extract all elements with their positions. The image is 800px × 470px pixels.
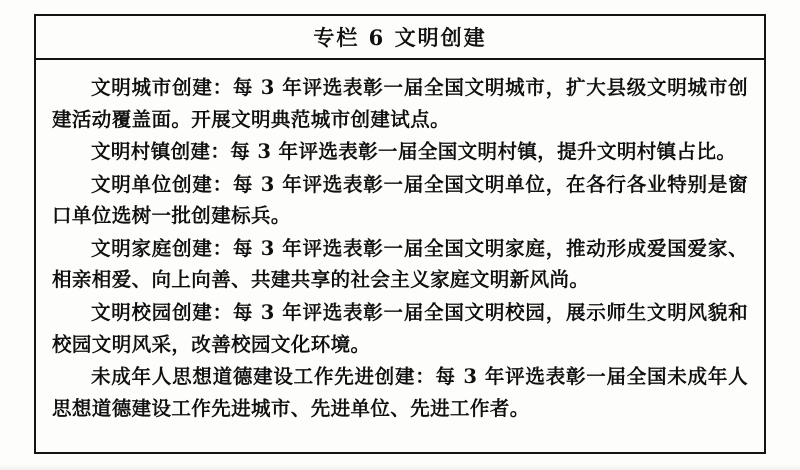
page-bottom-edge bbox=[0, 464, 800, 470]
paragraph-civilized-family: 文明家庭创建：每 3 年评选表彰一届全国文明家庭，推动形成爱国爱家、相亲相爱、向上向善、共建共享的社会主义家庭文明新风尚。 bbox=[52, 236, 748, 292]
paragraph-minors-moral-education: 未成年人思想道德建设工作先进创建：每 3 年评选表彰一届全国未成年人思想道德建设工作先进城市、先进单位、先进工作者。 bbox=[52, 365, 748, 420]
paragraph-civilized-campus: 文明校园创建：每 3 年评选表彰一届全国文明校园，展示师生文明风貌和校园文明风采，改善校园文化环境。 bbox=[52, 301, 748, 356]
feature-box bbox=[34, 14, 766, 454]
paragraph-civilized-unit: 文明单位创建：每 3 年评选表彰一届全国文明单位，在各行各业特别是窗口单位选树一批创建标兵。 bbox=[52, 172, 748, 228]
paragraph-civilized-city: 文明城市创建：每 3 年评选表彰一届全国文明城市，扩大县级文明城市创建活动覆盖面。开展文明典范城市创建试点。 bbox=[52, 76, 748, 131]
box-body bbox=[36, 60, 764, 433]
paragraph-civilized-village: 文明村镇创建：每 3 年评选表彰一届全国文明村镇，提升文明村镇占比。 bbox=[91, 140, 737, 164]
box-title-bar bbox=[36, 16, 764, 60]
box-title: 专栏 6 文明创建 bbox=[313, 25, 487, 50]
